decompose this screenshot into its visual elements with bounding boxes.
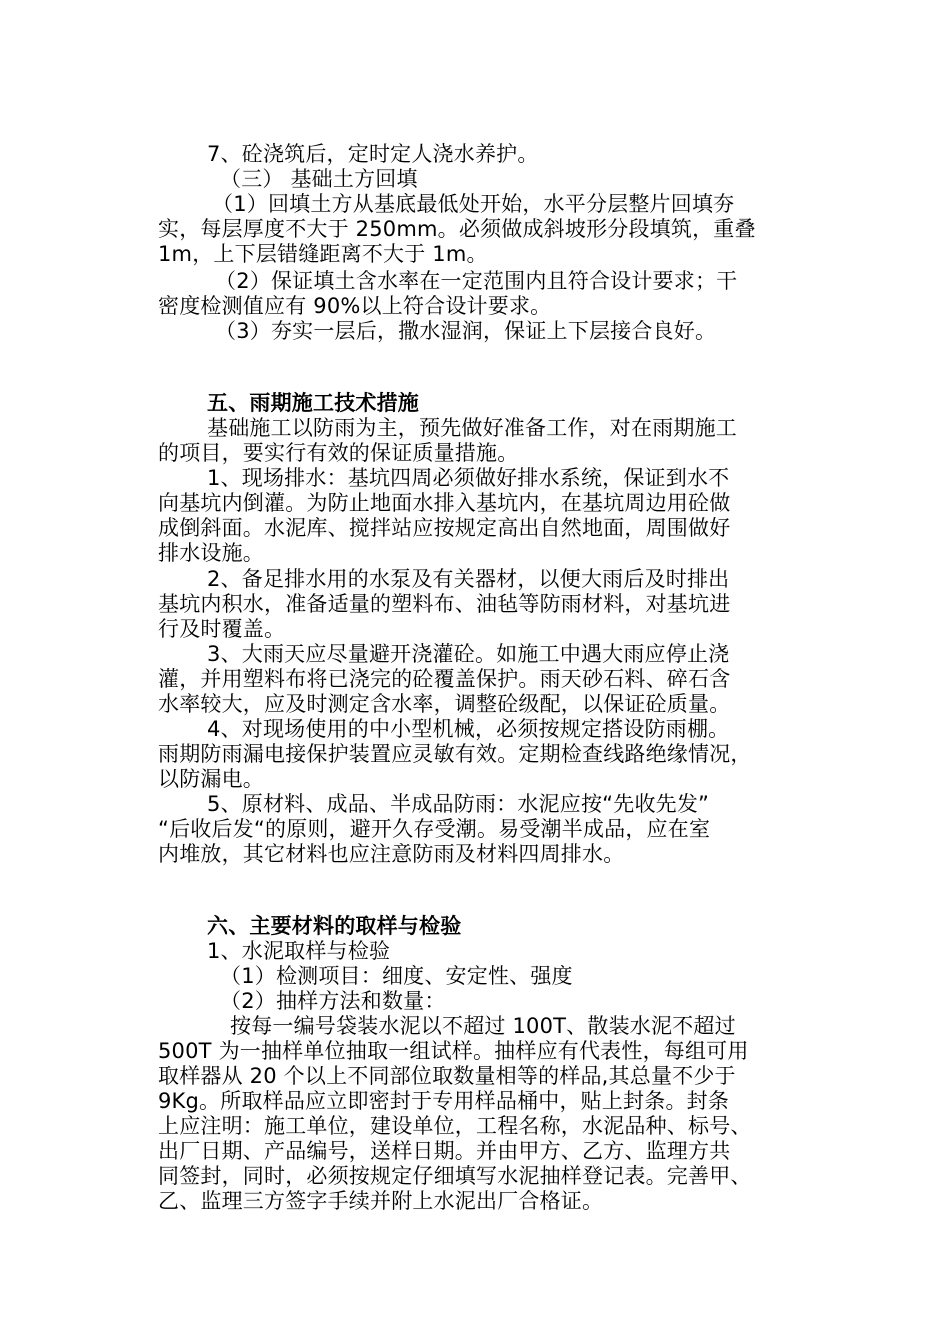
section-heading: 五、雨期施工技术措施 xyxy=(207,391,419,415)
paragraph-line: 4、对现场使用的中小型机械，必须按规定搭设防雨棚。 xyxy=(207,717,730,741)
paragraph-line: 向基坑内倒灌。为防止地面水排入基坑内，在基坑周边用砼做 xyxy=(158,491,731,515)
paragraph-line: 1、现场排水：基坑四周必须做好排水系统，保证到水不 xyxy=(207,466,730,490)
paragraph-line: 同签封，同时，必须按规定仔细填写水泥抽样登记表。完善甲、 xyxy=(158,1164,752,1188)
paragraph-line: 成倒斜面。水泥库、搅拌站应按规定高出自然地面，周围做好 xyxy=(158,516,731,540)
paragraph-line: 出厂日期、产品编号，送样日期。并由甲方、乙方、监理方共 xyxy=(158,1139,731,1163)
paragraph-line: 3、大雨天应尽量避开浇灌砼。如施工中遇大雨应停止浇 xyxy=(207,642,730,666)
paragraph-line: 的项目，要实行有效的保证质量措施。 xyxy=(158,441,519,465)
section-heading: 六、主要材料的取样与检验 xyxy=(207,914,462,938)
paragraph-line: （2）抽样方法和数量： xyxy=(220,989,446,1013)
paragraph-line: 乙、监理三方签字手续并附上水泥出厂合格证。 xyxy=(158,1189,604,1213)
paragraph-line: 实，每层厚度不大于 250mm。必须做成斜坡形分段填筑，重叠 xyxy=(158,217,756,241)
paragraph-line: 1m，上下层错缝距离不大于 1m。 xyxy=(158,242,488,266)
paragraph-line: 雨期防雨漏电接保护装置应灵敏有效。定期检查线路绝缘情况， xyxy=(158,742,752,766)
paragraph-line: 9Kg。所取样品应立即密封于专用样品桶中，贴上封条。封条 xyxy=(158,1089,730,1113)
paragraph-line: 取样器从 20 个以上不同部位取数量相等的样品,其总量不少于 xyxy=(158,1064,736,1088)
paragraph-line: 密度检测值应有 90%以上符合设计要求。 xyxy=(158,294,552,318)
paragraph-line: （3）夯实一层后，撒水湿润，保证上下层接合良好。 xyxy=(215,319,717,343)
paragraph-line: 水率较大，应及时测定含水率，调整砼级配，以保证砼质量。 xyxy=(158,692,731,716)
paragraph-line: 灌，并用塑料布将已浇完的砼覆盖保护。雨天砂石料、碎石含 xyxy=(158,667,731,691)
paragraph-line: 上应注明：施工单位，建设单位，工程名称，水泥品种、标号、 xyxy=(158,1114,752,1138)
subsection-heading: 1、水泥取样与检验 xyxy=(207,939,391,963)
paragraph-line: 7、砼浇筑后，定时定人浇水养护。 xyxy=(207,142,539,166)
paragraph-line: 基坑内积水，准备适量的塑料布、油毡等防雨材料，对基坑进 xyxy=(158,592,731,616)
paragraph-line: “后收后发“的原则，避开久存受潮。易受潮半成品，应在室 xyxy=(158,817,711,841)
section-heading: （三） 基础土方回填 xyxy=(220,167,418,191)
paragraph-line: 以防漏电。 xyxy=(158,767,264,791)
paragraph-line: 2、备足排水用的水泵及有关器材，以便大雨后及时排出 xyxy=(207,567,730,591)
paragraph-line: 按每一编号袋装水泥以不超过 100T、散装水泥不超过 xyxy=(230,1014,736,1038)
paragraph-line: （2）保证填土含水率在一定范围内且符合设计要求；干 xyxy=(215,269,738,293)
paragraph-line: 基础施工以防雨为主，预先做好准备工作，对在雨期施工 xyxy=(207,416,737,440)
paragraph-line: （1）回填土方从基底最低处开始，水平分层整片回填夯 xyxy=(212,192,735,216)
paragraph-line: （1）检测项目：细度、安定性、强度 xyxy=(220,964,573,988)
paragraph-line: 内堆放，其它材料也应注意防雨及材料四周排水。 xyxy=(158,842,625,866)
paragraph-line: 5、原材料、成品、半成品防雨：水泥应按“先收先发” xyxy=(207,792,710,816)
paragraph-line: 行及时覆盖。 xyxy=(158,617,286,641)
paragraph-line: 排水设施。 xyxy=(158,541,264,565)
paragraph-line: 500T 为一抽样单位抽取一组试样。抽样应有代表性，每组可用 xyxy=(158,1039,749,1063)
